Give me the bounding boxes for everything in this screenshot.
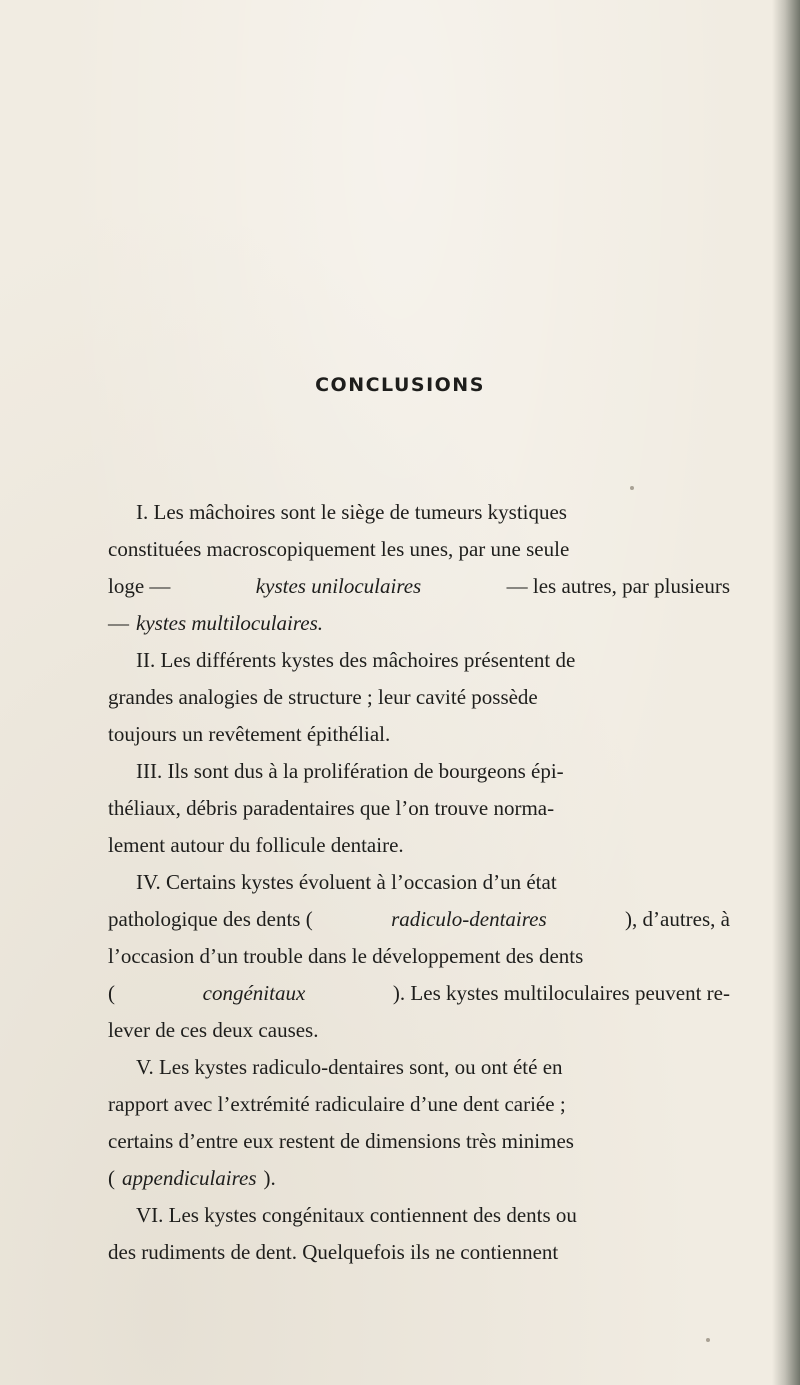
text-segment: toujours un revêtement épithélial. bbox=[108, 722, 391, 746]
text-line bbox=[108, 605, 730, 642]
text-segment: ( bbox=[108, 981, 115, 1005]
text-segment: théliaux, débris paradentaires que l’on trouve norma- bbox=[108, 796, 555, 820]
text-line bbox=[108, 1012, 730, 1049]
text-segment: constituées macroscopiquement les unes, par une seule bbox=[108, 537, 570, 561]
word-gap bbox=[115, 1160, 122, 1197]
text-segment: ( bbox=[108, 1166, 115, 1190]
text-line bbox=[108, 716, 730, 753]
text-line bbox=[108, 1049, 730, 1086]
word-gap bbox=[129, 605, 136, 642]
text-line bbox=[108, 1123, 730, 1160]
text-line bbox=[108, 679, 730, 716]
text-segment: certains d’entre eux restent de dimensions très minimes bbox=[108, 1129, 574, 1153]
text-segment: III. Ils sont dus à la prolifération de bourgeons épi- bbox=[136, 759, 564, 783]
text-segment: des rudiments de dent. Quelquefois ils ne contiennent bbox=[108, 1240, 559, 1264]
text-line bbox=[108, 494, 730, 531]
text-segment: ), d’autres, à bbox=[625, 907, 730, 931]
text-segment: ). bbox=[263, 1166, 276, 1190]
page-edge-shadow bbox=[772, 0, 800, 1385]
text-line bbox=[108, 827, 730, 864]
text-line bbox=[108, 642, 730, 679]
text-line bbox=[108, 753, 730, 790]
text-line bbox=[108, 1197, 730, 1234]
text-line bbox=[108, 1234, 730, 1271]
text-segment: — bbox=[108, 611, 129, 635]
text-segment: lement autour du follicule dentaire. bbox=[108, 833, 404, 857]
text-segment: — les autres, par plusieurs bbox=[506, 574, 730, 598]
page-title: CONCLUSIONS bbox=[315, 374, 485, 396]
ink-speck bbox=[630, 486, 634, 490]
italic-term: kystes uniloculaires bbox=[255, 574, 422, 598]
italic-term: kystes multiloculaires. bbox=[136, 611, 324, 635]
text-segment: IV. Certains kystes évoluent à l’occasion d’un état bbox=[136, 870, 557, 894]
text-segment: V. Les kystes radiculo-dentaires sont, ou ont été en bbox=[136, 1055, 563, 1079]
text-segment: lever de ces deux causes. bbox=[108, 1018, 319, 1042]
text-segment: ). Les kystes multiloculaires peuvent re- bbox=[392, 981, 730, 1005]
text-line bbox=[108, 1160, 730, 1197]
text-line bbox=[108, 938, 730, 975]
text-line bbox=[108, 975, 730, 1012]
text-segment: I. Les mâchoires sont le siège de tumeurs kystiques bbox=[136, 500, 567, 524]
ink-speck bbox=[706, 1338, 710, 1342]
italic-term: congénitaux bbox=[202, 981, 306, 1005]
text-segment: loge — bbox=[108, 574, 171, 598]
text-segment: l’occasion d’un trouble dans le développement des dents bbox=[108, 944, 584, 968]
word-gap bbox=[257, 1160, 264, 1197]
text-segment: pathologique des dents ( bbox=[108, 907, 313, 931]
text-line bbox=[108, 901, 730, 938]
text-segment: grandes analogies de structure ; leur cavité possède bbox=[108, 685, 538, 709]
text-segment: rapport avec l’extrémité radiculaire d’une dent cariée ; bbox=[108, 1092, 566, 1116]
text-line bbox=[108, 531, 730, 568]
text-line bbox=[108, 1086, 730, 1123]
text-segment: VI. Les kystes congénitaux contiennent des dents ou bbox=[136, 1203, 577, 1227]
text-line bbox=[108, 790, 730, 827]
conclusions-body bbox=[108, 494, 730, 1271]
italic-term: appendiculaires bbox=[122, 1166, 257, 1190]
text-line bbox=[108, 568, 730, 605]
text-segment: II. Les différents kystes des mâchoires présentent de bbox=[136, 648, 576, 672]
italic-term: radiculo-dentaires bbox=[391, 907, 547, 931]
text-line bbox=[108, 864, 730, 901]
